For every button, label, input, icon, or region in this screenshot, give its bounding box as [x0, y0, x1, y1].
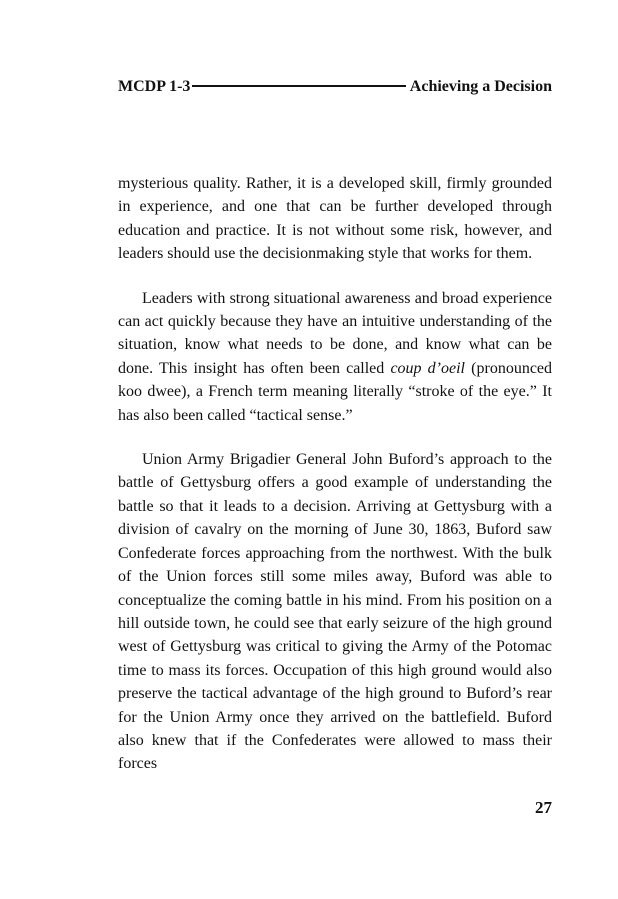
- paragraph: Union Army Brigadier General John Buford’s approach to the battle of Gettysburg offers a good example of understanding the battle so that it leads to a decision. Arriving at Gettysburg with a division of cavalry on the morning of June 30, 1863, Buford saw Confederate forces approaching from the northwest. With the bulk of the Union forces still some miles away, Buford was able to conceptualize the coming battle in his mind. From his position on a hill outside town, he could see that early seizure of the high ground west of Gettysburg was critical to giving the Army of the Potomac time to mass its forces. Occupation of this high ground would also preserve the tactical advantage of the high ground to Buford’s rear for the Union Army once they arrived on the battlefield. Buford also knew that if the Confederates were allowed to mass their forces: [118, 451, 552, 773]
- header-publication-id: MCDP 1-3: [118, 78, 191, 95]
- header-chapter-title: Achieving a Decision: [409, 78, 552, 95]
- body-text: [118, 172, 552, 776]
- paragraph: mysterious quality. Rather, it is a developed skill, firmly grounded in experience, and one that can be further developed through education and practice. It is not without some risk, however, and leaders should use the decisionmaking style that works for them.: [118, 175, 552, 263]
- running-header: [118, 76, 552, 98]
- paragraph-text: Leaders with strong situational awareness and broad experience can act quickly because they have an intuitive understanding of the situation, know what needs to be done, and know what can be done. This insight has often been called: [118, 289, 552, 377]
- italic-term: coup d’oeil: [390, 359, 466, 377]
- paragraph: [118, 287, 552, 427]
- paragraph-text: (pronounced koo dwee), a French term meaning literally “stroke of the eye.” It has also been called “tactical sense.”: [118, 359, 553, 424]
- page-number: 27: [535, 798, 552, 817]
- header-rule: [192, 85, 405, 87]
